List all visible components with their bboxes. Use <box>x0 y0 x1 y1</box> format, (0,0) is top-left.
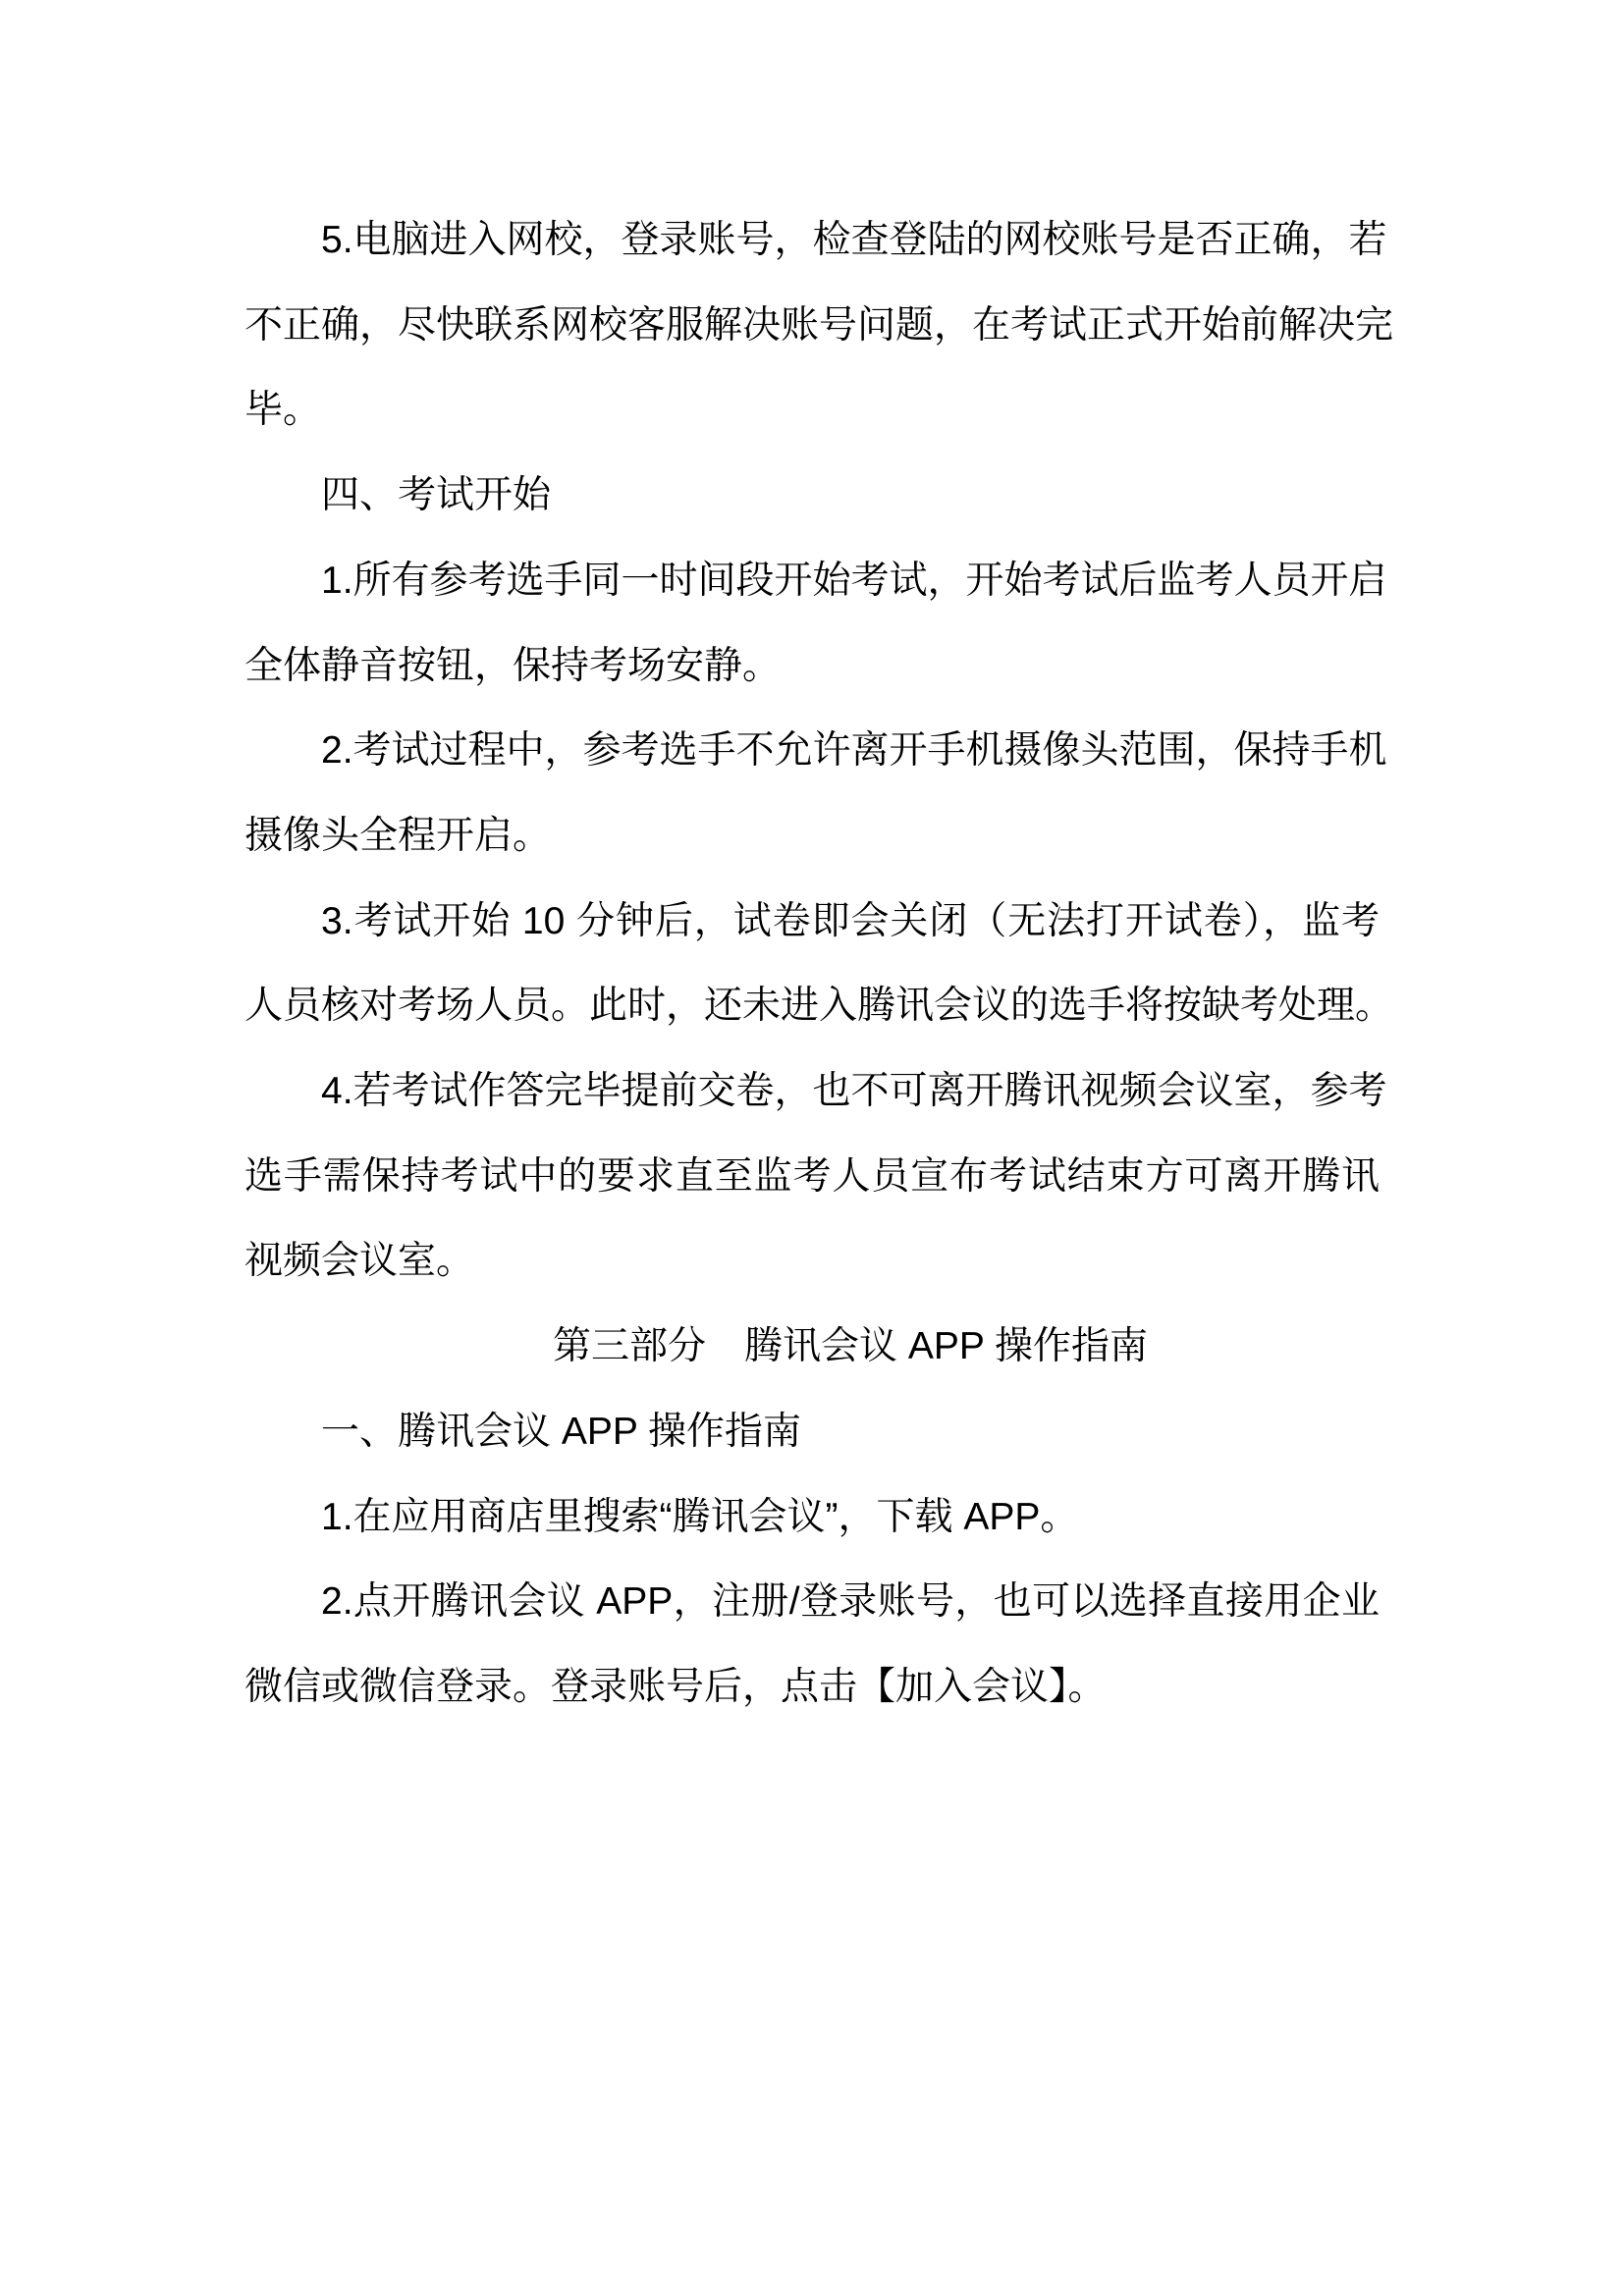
paragraph-2-line-1: 2.考试过程中，参考选手不允许离开手机摄像头范围，保持手机 <box>321 729 1387 773</box>
step-2-line-2: 微信或微信登录。登录账号后，点击【加入会议】。 <box>244 1665 1107 1708</box>
subsection-heading-1: 一、腾讯会议 APP 操作指南 <box>321 1410 802 1453</box>
paragraph-5-line-1: 5.电脑进入网校，登录账号，检查登陆的网校账号是否正确，若 <box>321 219 1387 261</box>
paragraph-3-line-1: 3.考试开始 10 分钟后，试卷即会关闭（无法打开试卷），监考 <box>321 899 1380 942</box>
paragraph-5-line-3: 毕。 <box>244 389 322 432</box>
paragraph-3-line-2: 人员核对考场人员。此时，还未进入腾讯会议的选手将按缺考处理。 <box>244 985 1394 1028</box>
step-2-line-1: 2.点开腾讯会议 APP，注册/登录账号，也可以选择直接用企业 <box>321 1580 1380 1624</box>
subsection-heading-4: 四、考试开始 <box>321 474 552 517</box>
section-heading-part3: 第三部分 腾讯会议 APP 操作指南 <box>552 1325 1148 1368</box>
paragraph-1-line-1: 1.所有参考选手同一时间段开始考试，开始考试后监考人员开启 <box>321 559 1387 602</box>
paragraph-5-line-2: 不正确，尽快联系网校客服解决账号问题，在考试正式开始前解决完 <box>244 303 1394 347</box>
paragraph-1-line-2: 全体静音按钮，保持考场安静。 <box>244 644 782 687</box>
paragraph-4-line-1: 4.若考试作答完毕提前交卷，也不可离开腾讯视频会议室，参考 <box>321 1070 1387 1113</box>
paragraph-4-line-3: 视频会议室。 <box>244 1240 475 1283</box>
step-1-line-1: 1.在应用商店里搜索“腾讯会议”，下载 APP。 <box>321 1495 1079 1538</box>
paragraph-2-line-2: 摄像头全程开启。 <box>244 814 552 857</box>
text-block <box>244 198 1394 1731</box>
paragraph-4-line-2: 选手需保持考试中的要求直至监考人员宣布考试结束方可离开腾讯 <box>244 1154 1380 1198</box>
